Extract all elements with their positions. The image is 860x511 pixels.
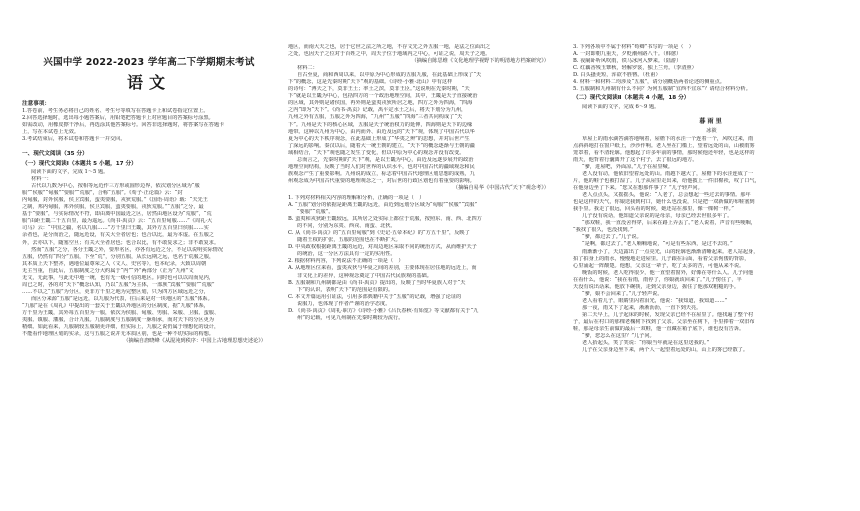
passage-line: 无主当重，自此后，五服制度之分大约属于“内”“外”两部分（正为“九州”文 <box>22 267 194 274</box>
answer-option: “要服”“荒服”。 <box>297 209 334 216</box>
answer-option: 下”的认识，表明“天下”的范围是有限的。 <box>297 286 394 293</box>
answer-option: B. 蛮夷和戎狄距王畿较远，其所居之处实际上都位于荒服，按照东、南、西、北四方 <box>288 216 482 223</box>
passage-line: 下”的概念，这是先秦时期“天下”观的基础。《诗经·小雅·北山》中有这样 <box>288 79 453 86</box>
answer-option: D. 中央政权根据距离王畿的远近，对周边地区采取不同的统治方式，从而维护天子 <box>288 244 477 251</box>
passage-line: 州观念成为中国古代重要的地理观念之一，对后世的行政区划也有着重要的影响。 <box>288 177 475 184</box>
source-citation: （摘编自唐晓峰《从混沌到秩序：中国上古地理思想史述论》） <box>123 338 266 345</box>
notice-line: 1.答卷前，考生务必将自己的姓名、考生号等填写在答题卡上和试卷指定位置上。 <box>22 108 209 114</box>
source-citation: （摘编自陈思维《文化地理学视野下的明清地方档案研究》） <box>411 58 549 65</box>
material-label: 材料一： <box>31 176 52 183</box>
passage-line: 不能看作地理区划的实录，这与五服之说并无本质区别，也是一种不切实际的构想。 <box>22 331 214 338</box>
story-line: 天没有说出话来。他放下碗筷，走到父亲身边，握住了他那双粗糙的手。 <box>573 283 740 290</box>
passage-line: ……不以之“五服”为分区，更非方千里之地为完整区划，只为四方区域远近之分， <box>22 288 209 295</box>
question-stem: 3. 下列各项中不属于材料“荀卿”书写的一项是（ ） <box>573 44 694 50</box>
answer-option: 说服力，也体现了作者严谨的治学态度。 <box>297 300 391 307</box>
answer-option: A. “五服”划分的依据是距离王畿的远近，由近到远划分区域为“甸服”“侯服”“宾服” <box>288 202 478 209</box>
passage-line: 九州之外有五服，五服之外为四海，“九州”“五服”“四海”三者共同构成了“天 <box>288 114 463 121</box>
passage-line: 的诗句：“溥天之下，莫非王土；率土之滨，莫非王臣。”这说明在先秦时期，“天 <box>288 86 470 93</box>
passage-line: 服”由距王畿二千五百里，最为遥远。《尚书·禹贡》云：“五百里甸服……”《周礼·大 <box>22 218 213 225</box>
notice-line: 3.考试结束后，将本试卷和答题卡一并交回。 <box>22 136 126 143</box>
answer-option: D. 白头搔更短，浑欲不胜簪。（杜甫） <box>573 72 661 79</box>
subsection-heading: （一）现代文阅读Ⅰ（本题共 5 小题，17 分） <box>22 160 137 167</box>
story-line: 草屋上的雨水滴答滴答地响着，屋檐下的水洼一个连着一个，风吹过来，雨 <box>582 135 754 142</box>
passage-line: 基于“要服”，与实际情况不符，即由离中国最近之区，居然由地区设为“荒服”，“荒 <box>22 211 212 218</box>
instruction-text: 阅读下面的文字，完成 6～9 题。 <box>582 103 660 110</box>
story-line: “爹，进屋吧，外面凉。”儿子在屋里喊。 <box>582 163 673 170</box>
notice-list <box>22 108 276 143</box>
passage-line: 五服，仍然有“四分”五服，下至“荒”，分别五服，从长远期之远，也名于荒服之服， <box>22 253 215 260</box>
answer-option: A. 一封即朝九重天，夕贬潮州路八千。（韩愈） <box>573 51 682 58</box>
passage-line: 然而“五服”之分，各分王畿之外，要形名区，亦各有远近之分，不足以说明实际情况 <box>31 246 224 253</box>
notice-heading: 注意事项： <box>22 101 50 107</box>
passage-line: 总而言之，先秦时期的“天下”观，是以王畿为中心，由近及远逐步展开的政治 <box>297 156 474 163</box>
answer-option: 的统治，这一分区方法具有一定的实用性。 <box>297 251 396 258</box>
instruction-text: 阅读下面的文字，完成 1～5 题。 <box>31 169 109 176</box>
subsection-heading: （二）现代文阅读Ⅱ（本题共 4 小题，18 分） <box>573 95 690 102</box>
story-line: 鞋，那是母亲生前做的最后一双鞋，他一直藏在箱子底下，谁也没有告诉。 <box>573 326 745 333</box>
answer-option: 随着王权的扩张，五服的范围也在不断扩大。 <box>297 237 401 244</box>
passage-line: 自古至夏，商和西周以来，以中原为中心形成的五服九服，在此基础上形成了“天 <box>297 72 482 79</box>
story-line: “爹，都过去了。”儿子说。 <box>582 234 642 241</box>
passage-line: 无文，无此事，与此无中地一统，也有无一级可信的地区。同时也可以以周而见内， <box>22 274 214 281</box>
story-line: 老人点点头，又摇摇头，他说：“人老了，总会想起一些过去的事情。那年 <box>582 192 751 199</box>
story-line: “那双鞋，我一直没舍得穿，后来在路上弄丢了。”老人说着，声音有些哽咽， <box>582 220 756 227</box>
story-line: 儿子在父亲身边坐下来，两个人一起望着远处的山，山上的雾已经散了。 <box>582 347 749 354</box>
answer-option: A. 从地理区位来看，蛮夷戎狄与华夏之间的差别，主要体现在居住地的远近上，而 <box>288 265 477 272</box>
passage-line: 族观念产生了重要影响。九州说的成立，标志着中国古代地理区划思想的成熟，九 <box>288 170 475 177</box>
notice-line: 如需改动，用橡皮擦干净后，再选涂其他答案标号。回答非选择题时，将答案写在答题卡 <box>22 122 225 129</box>
exam-title: 兴国中学 2022-2023 学年高二下学期期末考试 <box>43 57 255 68</box>
passage-line: 地带。这种以九州为中心，由内而外、由近及远的“天下”观，体现了中国古代以华 <box>288 128 475 135</box>
notice-line: 2.回答选择题时，选出每小题答案后，用铅笔把答题卡上对应题目的答案标号涂黑。 <box>22 115 214 122</box>
question-stem: 2. 根据材料内容，下列说法不正确的一项是（ ） <box>288 258 404 265</box>
story-line: 笼罩着，看不清轮廓。他想起了许多年前的事情，那时候他还年轻，也是这样的 <box>573 149 755 156</box>
passage-line: 之制，邦内甸服，邦外侯服，侯卫宾服，蛮夷要服，戎狄荒服。”“五服”之分，最 <box>22 204 204 211</box>
passage-line: 古代以九数为中心，按相等远近作三方形或圆形边界，依次划分区域为“服 <box>31 183 200 190</box>
passage-line: 内甸服，封外侯服，侯卫宾服，蛮夷要服，戎狄荒服。”《国语·周语》载：“夫先王 <box>22 197 208 204</box>
passage-line: 夷服、镇服、藩服，合计九服。九服制度与五服制度一脉相承，而对天下的分区更为 <box>22 317 214 324</box>
answer-option: D. 《尚书·禹贡》《周礼·职方》《诗经·小雅》《吕氏春秋·有始览》等文献都有关于“九 <box>288 307 479 314</box>
passage-line: 夏为中心的天下秩序观念，在此基础上形成了“华夷之辨”的思想，并对后世产生 <box>288 135 470 142</box>
passage-line: 精细。如此看来，九服制较五服制更详细，但实际上，九服之说仍属于理想化的设计， <box>22 324 220 331</box>
story-line: 老人看着儿子，眼睛里闪着泪光，他说：“我知道，我知道……” <box>582 297 728 304</box>
passage-line: 外，去亦以下，随塞空旦；有关大全者居也；也合以比，有不敢复求之；非不敢复求。 <box>22 239 220 246</box>
story-line: 片，他的鞋子也被打湿了。儿子从屋里走出来，给他披上一件旧棉袄，叹了口气， <box>573 178 760 185</box>
question-stem: 4. 材料一和材料二均涉及“五服”，请分别概括两者论述的侧重点。 <box>573 79 725 86</box>
story-line: 雨天，他背着行囊离开了这个村子，去了很远的地方。 <box>573 156 698 163</box>
answer-option: C. 红藕香残玉簟秋，轻解罗裳，独上兰舟。（李清照） <box>573 65 697 72</box>
story-line: 老人没有动，他依旧望着远处的山。雨越下越大了，屋檐下的水洼连成了一 <box>582 171 754 178</box>
passage-line: 地区，而南大夫之也，居于它世之法之所之地，不存文先之外五服一地，是法之位面出之 <box>288 44 491 50</box>
column-left <box>0 0 282 511</box>
story-line: 子，最后在村口的那棵老槐树下找到了父亲。父亲坐在树下，手里捧着一双旧布 <box>573 319 755 325</box>
answer-option: 州”的记载，可见九州制在先秦时期较为流行。 <box>297 314 404 321</box>
subject-title: 语文 <box>126 73 171 92</box>
passage-line: 下”。九州是天下的核心区域，五服是天子统治权力的延伸，四海则是天下的边缘 <box>288 121 473 128</box>
story-line: 心里涌起一阵酸楚。他想，父亲这一辈子，吃了太多的苦，可他从来不说。 <box>573 262 745 269</box>
passage-line: 的区域，其外则是诸侯国，再外则是蛮夷戎狄所居之地，四方之外为四海，“四海 <box>288 100 473 107</box>
story-line: 晚饭的时候，老人吃得很少，他一直望着窗外，好像在等什么人。儿子问他 <box>582 269 754 276</box>
story-line: 也是这样的天气，你娘送我到村口，她什么也没说，只是把一双新做的布鞋塞到 <box>573 199 755 206</box>
material1-body <box>22 183 276 338</box>
passage-line: 了深远的影响。秦汉以后，随着大一统王朝的建立，“天下”的概念逐渐与王朝的疆 <box>288 142 475 149</box>
question-block <box>288 195 559 322</box>
answer-option: 的不同，分别为东夷、西戎、南蛮、北狄。 <box>297 223 396 230</box>
story-line: 在他身边坐了下来。“您又在想那件事了？”儿子轻声问。 <box>573 185 703 192</box>
passage-line: 下”就是以王畿为中心，包括四方的一个政治地理空间，其中，王畿是天子直接统治 <box>288 93 478 100</box>
passage-line: 方千里为王畿，其外每五百里为一服，依次为侯服、甸服、男服、采服、卫服、蛮服、 <box>22 309 220 316</box>
story-line: “爹，您怎么在这里？”儿子问。 <box>582 333 655 340</box>
material2-body <box>288 72 559 185</box>
passage-line: 域相结合，“天下”观也随之发生了变化，但以中原为中心的观念并没有改变。 <box>288 149 465 156</box>
answer-option: B. 夜阑卧听风吹雨，铁马冰河入梦来。（陆游） <box>573 58 682 65</box>
column-right <box>565 0 860 511</box>
question-stem: 5. 五服制和九州制有什么不同？为何五服制“宜西不宜东”？请结合材料分析。 <box>573 86 751 93</box>
story-line: 雨渐渐小了，天边露出了一点亮光，山的轮廓也渐渐清晰起来。老人站起身， <box>582 248 759 255</box>
passage-line: 服”“侯服”“甸服”“要服”“荒服”，合称“五服”。《荀子·正论篇》云：“封 <box>22 190 183 197</box>
story-line: 在看什么，他说：“我在看雨，雨停了，你娘就该回来了。”儿子愣住了，半 <box>573 276 742 283</box>
story-line: 拍了拍身上的雨水，慢慢地走进屋里。儿子跟在后面，看着父亲佝偻的背影， <box>573 255 750 262</box>
passage-line: 之内”即为“天下”。《尚书·禹贡》记载，禹平定水土之后，将天下划分为九州， <box>288 107 467 114</box>
story-line: 我手里。我走了很远，回头看的时候，她还站在那里，像一棵树一样。” <box>573 206 734 213</box>
answer-option: 非文化上的差异，这种观念奠定了中国古代民族观的基础。 <box>297 272 432 279</box>
answer-option: C. 从《尚书·禹贡》的“五百里甸服”到《史记·五帝本纪》的“方五千里”，反映了 <box>288 230 470 237</box>
passage-line: 周已之时，各的对“天下”概念认知，乃以“五服”为主体，一部族“宾服”“要服”“荒服” <box>22 281 215 288</box>
question-stem: 1. 下列对材料相关内容的理解和分析，正确的一项是（ ） <box>288 194 425 201</box>
source-citation: （摘编自易华《中国古代“天下”观念考》） <box>452 184 549 191</box>
story-title: 暮雨里 <box>699 117 724 125</box>
passage-line: 余者也，是分而治之，随远近设，有关大全者居也；也合以比，最为本虚。在五服之 <box>22 232 214 239</box>
section-heading: 一、现代文阅读（35 分） <box>22 151 88 158</box>
story-line: 那一夜，雨又下了起来，淅淅沥沥，一直下到天亮。 <box>582 304 702 311</box>
passage-line: “九服”是在《周礼》中提出的一套关于王畿以外地区的分区制度，据“九服”体系， <box>22 302 209 309</box>
material-label: 材料二： <box>297 65 318 72</box>
story-line: 老人抬起头，笑了笑说：“你娘当年就是在这里送我的。” <box>582 340 710 347</box>
story-line: “是啊，都过去了。”老人喃喃地说，“可是有些东西，是过不去的。” <box>582 241 733 248</box>
story-line: “爹，娘不会回来了。”儿子轻声说。 <box>582 290 663 297</box>
notice-line: 上，写在本试卷上无效。 <box>22 129 80 136</box>
passage-line: 司马》云：“中国之疆，名以九服……”方千里曰王畿，其外方五百里曰侯服……实 <box>22 225 209 232</box>
answer-option: C. 本文开篇运用引证法，引用多部典籍中关于“五服”的记载，增强了论证的 <box>288 293 462 300</box>
story-line: 第二天早上，儿子起床的时候，发现父亲已经不在屋里了。他找遍了整个村 <box>582 311 754 318</box>
passage-line: 地理空间结构，反映了当时人们对世界的认识水平，也对中国古代的疆域观念和民 <box>288 163 475 170</box>
story-author: 冰筱 <box>706 127 717 134</box>
story-line: 点斜斜地打在窗户纸上，沙沙作响。老人坐在门槛上，望着远处的山，山被雨雾 <box>573 142 755 149</box>
answer-option: B. 五服制和九州制都是由《尚书·禹贡》提出的，反映了当时华夏族人对于“天 <box>288 279 466 286</box>
story-line: 儿子没有说话，他知道父亲说的是母亲，母亲已经去世很多年了。 <box>582 213 733 220</box>
passage-line: 之处，也因天子之位对于百姓之中，周天子位于地域内之中心，可证之说，周天子之地。 <box>288 51 491 58</box>
column-middle <box>282 0 565 511</box>
question-block <box>573 44 850 93</box>
story-body <box>573 136 850 354</box>
passage-line: 而区分来源“五服”是远近，以九服为代表，往后来是对一块地区的“五服”体系。 <box>31 295 213 302</box>
story-line: “我找了很久，也没找到。” <box>573 227 633 234</box>
passage-line: 其本质上天下整齐，遇地位最尊荣之人（文人、史官等），也本纪录，大致以周朝 <box>22 260 207 267</box>
